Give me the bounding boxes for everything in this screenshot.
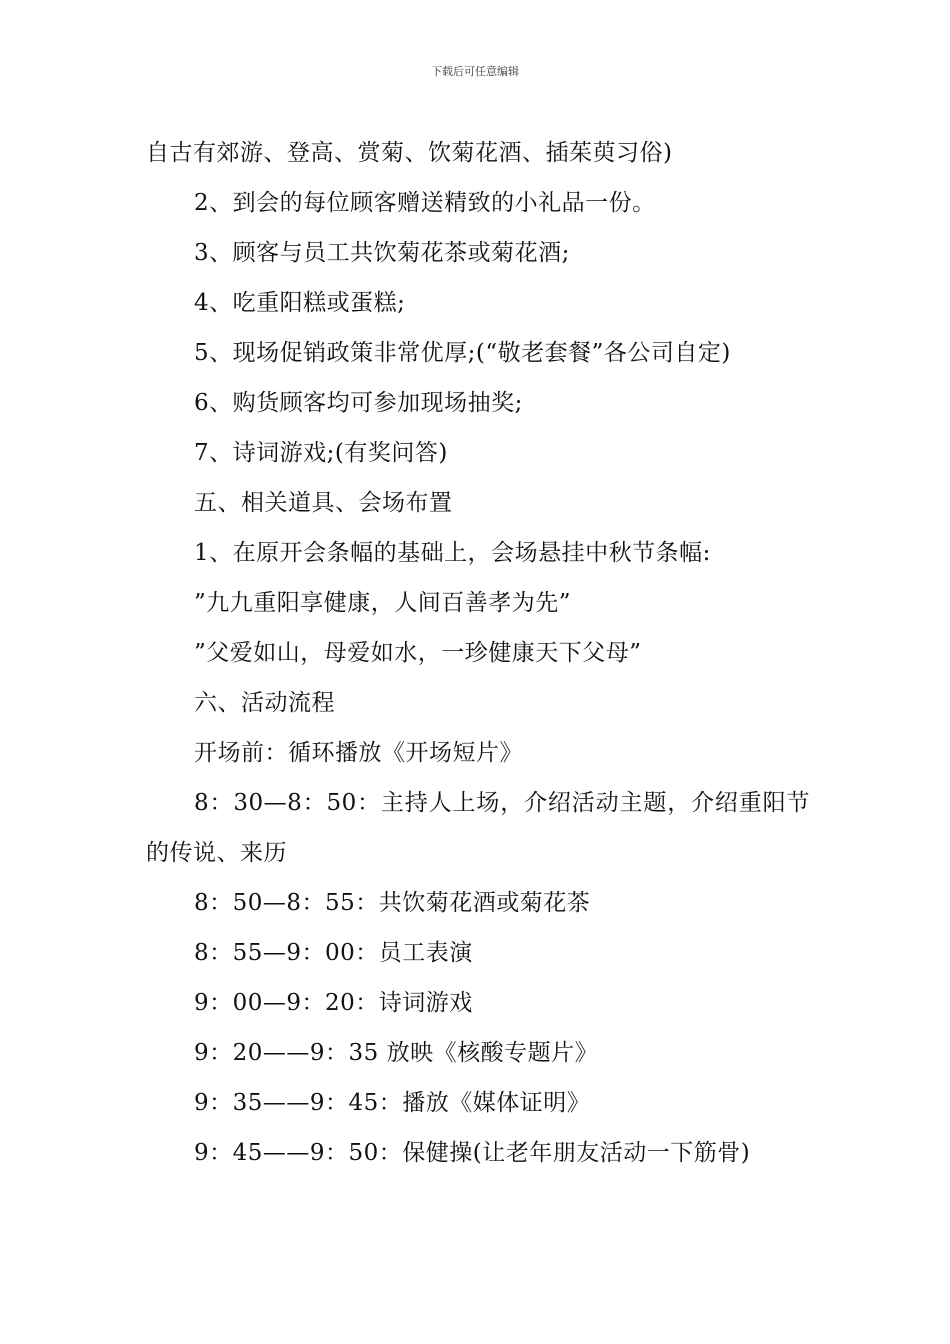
schedule-item: 开场前：循环播放《开场短片》 (194, 740, 523, 766)
page-header: 下载后可任意编辑 (431, 65, 519, 78)
schedule-item: 8：30—8：50：主持人上场，介绍活动主题，介绍重阳节的传说、来历 (146, 790, 810, 866)
schedule-item: 9：45——9：50：保健操(让老年朋友活动一下筋骨) (194, 1140, 751, 1166)
document-body (146, 128, 810, 1178)
paragraph: 自古有郊游、登高、赏菊、饮菊花酒、插茱萸习俗) (146, 140, 673, 166)
schedule-item: 8：55—9：00：员工表演 (194, 940, 473, 966)
banner-slogan: ”父爱如山，母爱如水，一珍健康天下父母” (194, 640, 642, 666)
schedule-item: 9：00—9：20：诗词游戏 (194, 990, 473, 1016)
schedule-item: 9：20——9：35 放映《核酸专题片》 (194, 1040, 599, 1066)
paragraph: 3、顾客与员工共饮菊花茶或菊花酒; (194, 240, 570, 266)
paragraph: 1、在原开会条幅的基础上，会场悬挂中秋节条幅: (194, 540, 711, 566)
schedule-item: 8：50—8：55：共饮菊花酒或菊花茶 (194, 890, 591, 916)
banner-slogan: ”九九重阳享健康，人间百善孝为先” (194, 590, 572, 616)
schedule-item: 9：35——9：45：播放《媒体证明》 (194, 1090, 591, 1116)
section-heading: 五、相关道具、会场布置 (194, 490, 453, 516)
paragraph: 4、吃重阳糕或蛋糕; (194, 290, 406, 316)
paragraph: 6、购货顾客均可参加现场抽奖; (194, 390, 523, 416)
paragraph: 5、现场促销政策非常优厚;(“敬老套餐”各公司自定) (194, 340, 731, 366)
paragraph: 2、到会的每位顾客赠送精致的小礼品一份。 (194, 190, 656, 216)
paragraph: 7、诗词游戏;(有奖问答) (194, 440, 448, 466)
section-heading: 六、活动流程 (194, 690, 335, 716)
